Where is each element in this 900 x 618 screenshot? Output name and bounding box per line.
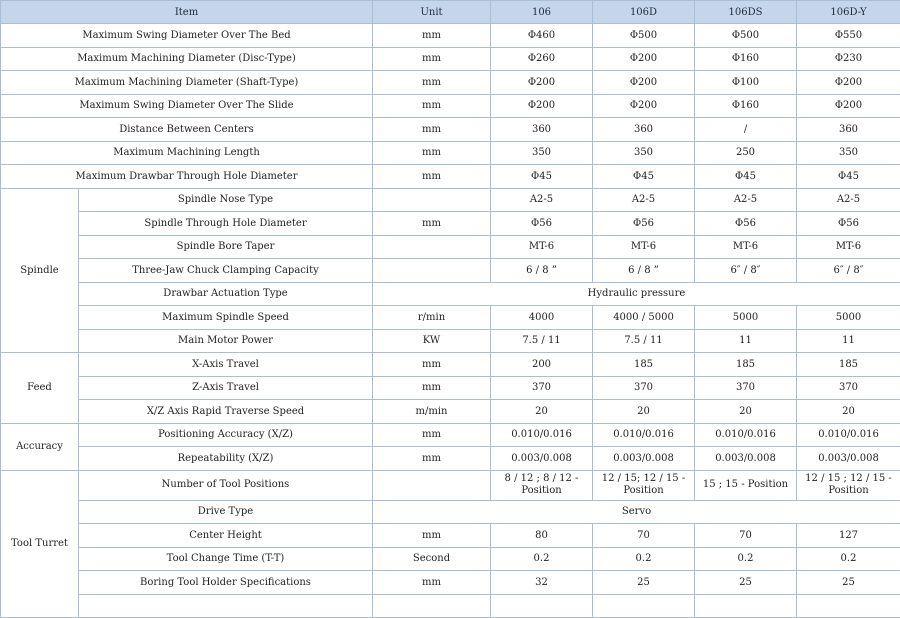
row-value: 6 / 8 ”	[491, 259, 593, 283]
header-unit: Unit	[373, 1, 491, 24]
row-value: 8 / 12 ; 8 / 12 - Position	[491, 470, 593, 500]
row-label: Number of Tool Positions	[79, 470, 373, 500]
row-value: 0.010/0.016	[593, 423, 695, 447]
row-unit	[373, 235, 491, 259]
row-value: 0.010/0.016	[797, 423, 900, 447]
table-row	[1, 94, 900, 118]
row-value: 20	[593, 400, 695, 424]
row-value: 370	[695, 376, 797, 400]
header-row	[1, 1, 900, 24]
row-value: MT-6	[491, 235, 593, 259]
table-row	[1, 24, 900, 48]
row-value: 11	[695, 329, 797, 353]
header-model: 106D	[593, 1, 695, 24]
row-value: 6″ / 8″	[797, 259, 900, 283]
table-row	[1, 547, 900, 571]
row-value: Φ200	[491, 71, 593, 95]
table-row	[1, 423, 900, 447]
row-label: Spindle Nose Type	[79, 188, 373, 212]
table-row	[1, 282, 900, 306]
row-value: Φ45	[593, 165, 695, 189]
category-tool-turret: Tool Turret	[1, 470, 79, 618]
row-unit: mm	[373, 353, 491, 377]
row-label: Maximum Swing Diameter Over The Bed	[1, 24, 373, 48]
row-value: Φ200	[797, 94, 900, 118]
table-row	[1, 165, 900, 189]
row-value: Φ160	[695, 47, 797, 71]
row-value: Φ160	[695, 94, 797, 118]
row-value: Φ56	[695, 212, 797, 236]
row-value: Φ500	[695, 24, 797, 48]
row-value: A2-5	[797, 188, 900, 212]
row-label: Tool Change Time (T-T)	[79, 547, 373, 571]
row-value-merged: Servo	[373, 500, 900, 524]
row-value: A2-5	[593, 188, 695, 212]
row-value: 20	[695, 400, 797, 424]
row-value: 0.003/0.008	[695, 447, 797, 471]
table-row	[1, 400, 900, 424]
row-value: 0.003/0.008	[593, 447, 695, 471]
row-value-merged: Hydraulic pressure	[373, 282, 900, 306]
row-label: Maximum Machining Length	[1, 141, 373, 165]
row-unit: mm	[373, 47, 491, 71]
row-value: MT-6	[797, 235, 900, 259]
row-label: Maximum Drawbar Through Hole Diameter	[1, 165, 373, 189]
row-unit: Second	[373, 547, 491, 571]
row-value: 185	[695, 353, 797, 377]
row-value: 6 / 8 ”	[593, 259, 695, 283]
row-value: Φ500	[593, 24, 695, 48]
row-label: Center Height	[79, 524, 373, 548]
table-row	[1, 188, 900, 212]
row-value: Φ230	[797, 47, 900, 71]
table-row	[1, 118, 900, 142]
row-value: Φ100	[695, 71, 797, 95]
row-unit: KW	[373, 329, 491, 353]
table-row	[1, 447, 900, 471]
table-row	[1, 71, 900, 95]
row-unit: mm	[373, 71, 491, 95]
row-unit: mm	[373, 24, 491, 48]
row-value: Φ56	[593, 212, 695, 236]
row-value: Φ200	[593, 94, 695, 118]
row-label: X/Z Axis Rapid Traverse Speed	[79, 400, 373, 424]
row-label: Distance Between Centers	[1, 118, 373, 142]
header-item: Item	[1, 1, 373, 24]
row-value: 70	[593, 524, 695, 548]
table-row	[1, 235, 900, 259]
row-value: 4000 / 5000	[593, 306, 695, 330]
row-value: Φ45	[797, 165, 900, 189]
row-value: 6″ / 8″	[695, 259, 797, 283]
row-value: Φ56	[797, 212, 900, 236]
row-value: 20	[797, 400, 900, 424]
row-value: 15 ; 15 - Position	[695, 470, 797, 500]
row-value: Φ56	[491, 212, 593, 236]
row-value: 70	[695, 524, 797, 548]
row-label: X-Axis Travel	[79, 353, 373, 377]
table-row	[1, 376, 900, 400]
row-label: Drawbar Actuation Type	[79, 282, 373, 306]
row-value: MT-6	[695, 235, 797, 259]
category-feed: Feed	[1, 353, 79, 424]
row-value: 0.2	[593, 547, 695, 571]
row-value: 5000	[797, 306, 900, 330]
row-value: 0.2	[491, 547, 593, 571]
row-label: Main Motor Power	[79, 329, 373, 353]
row-value: 25	[797, 571, 900, 595]
row-unit: mm	[373, 524, 491, 548]
row-label: Drive Type	[79, 500, 373, 524]
row-unit	[373, 259, 491, 283]
row-value: 370	[593, 376, 695, 400]
row-value: Φ45	[695, 165, 797, 189]
row-value: 0.2	[695, 547, 797, 571]
row-value: 360	[491, 118, 593, 142]
row-unit: mm	[373, 141, 491, 165]
row-label: Repeatability (X/Z)	[79, 447, 373, 471]
row-unit: mm	[373, 165, 491, 189]
row-label: Spindle Through Hole Diameter	[79, 212, 373, 236]
row-value: 350	[797, 141, 900, 165]
category-spindle: Spindle	[1, 188, 79, 353]
table-row	[1, 594, 900, 618]
row-unit: r/min	[373, 306, 491, 330]
row-value: 185	[593, 353, 695, 377]
table-row	[1, 141, 900, 165]
table-row	[1, 212, 900, 236]
row-value: 12 / 15; 12 / 15 - Position	[593, 470, 695, 500]
row-value: Φ200	[797, 71, 900, 95]
row-label	[79, 594, 373, 618]
row-value: 20	[491, 400, 593, 424]
row-value	[491, 594, 593, 618]
row-value: 350	[593, 141, 695, 165]
row-label: Spindle Bore Taper	[79, 235, 373, 259]
row-label: Maximum Spindle Speed	[79, 306, 373, 330]
row-value: 0.010/0.016	[491, 423, 593, 447]
header-model: 106D-Y	[797, 1, 900, 24]
row-value: 360	[797, 118, 900, 142]
row-value: 370	[491, 376, 593, 400]
row-value: 185	[797, 353, 900, 377]
header-model: 106	[491, 1, 593, 24]
row-value: 12 / 15 ; 12 / 15 - Position	[797, 470, 900, 500]
row-label: Boring Tool Holder Specifications	[79, 571, 373, 595]
row-value: 5000	[695, 306, 797, 330]
table-row	[1, 353, 900, 377]
row-value: 127	[797, 524, 900, 548]
row-value: 11	[797, 329, 900, 353]
row-value: 0.2	[797, 547, 900, 571]
row-value: 80	[491, 524, 593, 548]
row-value: 370	[797, 376, 900, 400]
row-unit	[373, 594, 491, 618]
table-row	[1, 571, 900, 595]
row-value: 7.5 / 11	[593, 329, 695, 353]
row-unit: mm	[373, 376, 491, 400]
row-value	[797, 594, 900, 618]
table-row	[1, 524, 900, 548]
row-value: Φ260	[491, 47, 593, 71]
row-value: 0.010/0.016	[695, 423, 797, 447]
row-value: 0.003/0.008	[491, 447, 593, 471]
table-row	[1, 306, 900, 330]
row-unit: mm	[373, 118, 491, 142]
row-value	[593, 594, 695, 618]
row-value: MT-6	[593, 235, 695, 259]
row-label: Maximum Machining Diameter (Disc-Type)	[1, 47, 373, 71]
row-label: Maximum Machining Diameter (Shaft-Type)	[1, 71, 373, 95]
table-row	[1, 259, 900, 283]
row-value: 350	[491, 141, 593, 165]
table-row	[1, 500, 900, 524]
row-value: 0.003/0.008	[797, 447, 900, 471]
row-label: Positioning Accuracy (X/Z)	[79, 423, 373, 447]
row-unit	[373, 188, 491, 212]
row-value: Φ200	[491, 94, 593, 118]
row-value: 4000	[491, 306, 593, 330]
row-value	[695, 594, 797, 618]
row-value: A2-5	[491, 188, 593, 212]
row-value: 7.5 / 11	[491, 329, 593, 353]
row-value: 250	[695, 141, 797, 165]
row-value: Φ460	[491, 24, 593, 48]
row-label: Z-Axis Travel	[79, 376, 373, 400]
row-unit: mm	[373, 571, 491, 595]
row-value: Φ200	[593, 71, 695, 95]
row-value: /	[695, 118, 797, 142]
row-unit: mm	[373, 94, 491, 118]
row-unit: mm	[373, 423, 491, 447]
row-value: 360	[593, 118, 695, 142]
header-model: 106DS	[695, 1, 797, 24]
category-accuracy: Accuracy	[1, 423, 79, 470]
row-value: A2-5	[695, 188, 797, 212]
row-value: Φ45	[491, 165, 593, 189]
row-value: 200	[491, 353, 593, 377]
table-row	[1, 47, 900, 71]
row-value: Φ200	[593, 47, 695, 71]
row-value: 32	[491, 571, 593, 595]
row-value: 25	[695, 571, 797, 595]
row-label: Three-Jaw Chuck Clamping Capacity	[79, 259, 373, 283]
table-row	[1, 329, 900, 353]
row-unit: mm	[373, 212, 491, 236]
row-unit	[373, 470, 491, 500]
row-unit: m/min	[373, 400, 491, 424]
row-value: Φ550	[797, 24, 900, 48]
row-label: Maximum Swing Diameter Over The Slide	[1, 94, 373, 118]
row-unit: mm	[373, 447, 491, 471]
table-row	[1, 470, 900, 500]
row-value: 25	[593, 571, 695, 595]
